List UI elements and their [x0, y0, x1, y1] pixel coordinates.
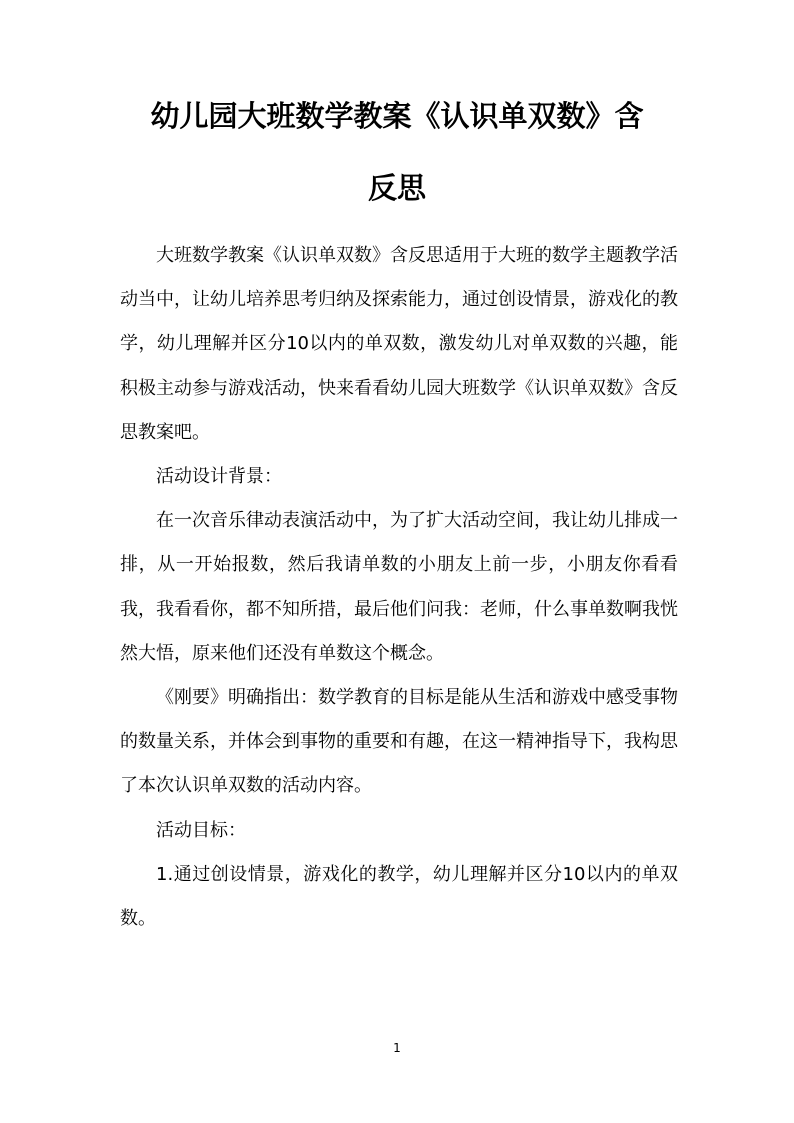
paragraph-goals-heading: 活动目标： — [156, 819, 246, 841]
paragraph-guideline: 《刚要》明确指出：数学教育的目标是能从生活和游戏中感受事物的数量关系，并体会到事物的重要和有趣，在这一精神指导下，我构思了本次认识单双数的活动内容。 — [120, 687, 678, 797]
document-title-line-2: 反思 — [367, 171, 426, 205]
page-number: 1 — [393, 1041, 401, 1055]
paragraph-background-heading: 活动设计背景： — [156, 466, 282, 488]
paragraph-intro: 大班数学教案《认识单双数》含反思适用于大班的数学主题教学活动当中，让幼儿培养思考归纳及探索能力，通过创设情景，游戏化的教学，幼儿理解并区分10以内的单双数，激发幼儿对单双数的兴趣，能积极主动参与游戏活动，快来看看幼儿园大班数学《认识单双数》含反思教案吧。 — [120, 245, 678, 443]
document-body — [120, 234, 678, 941]
document-title-line-1: 幼儿园大班数学教案《认识单双数》含 — [150, 99, 644, 133]
paragraph-goal-1: 1.通过创设情景，游戏化的教学，幼儿理解并区分10以内的单双数。 — [120, 863, 678, 930]
paragraph-background: 在一次音乐律动表演活动中，为了扩大活动空间，我让幼儿排成一排，从一开始报数，然后我请单数的小朋友上前一步，小朋友你看看我，我看看你，都不知所措，最后他们问我：老师，什么事单数啊我恍然大悟，原来他们还没有单数这个概念。 — [120, 510, 678, 664]
